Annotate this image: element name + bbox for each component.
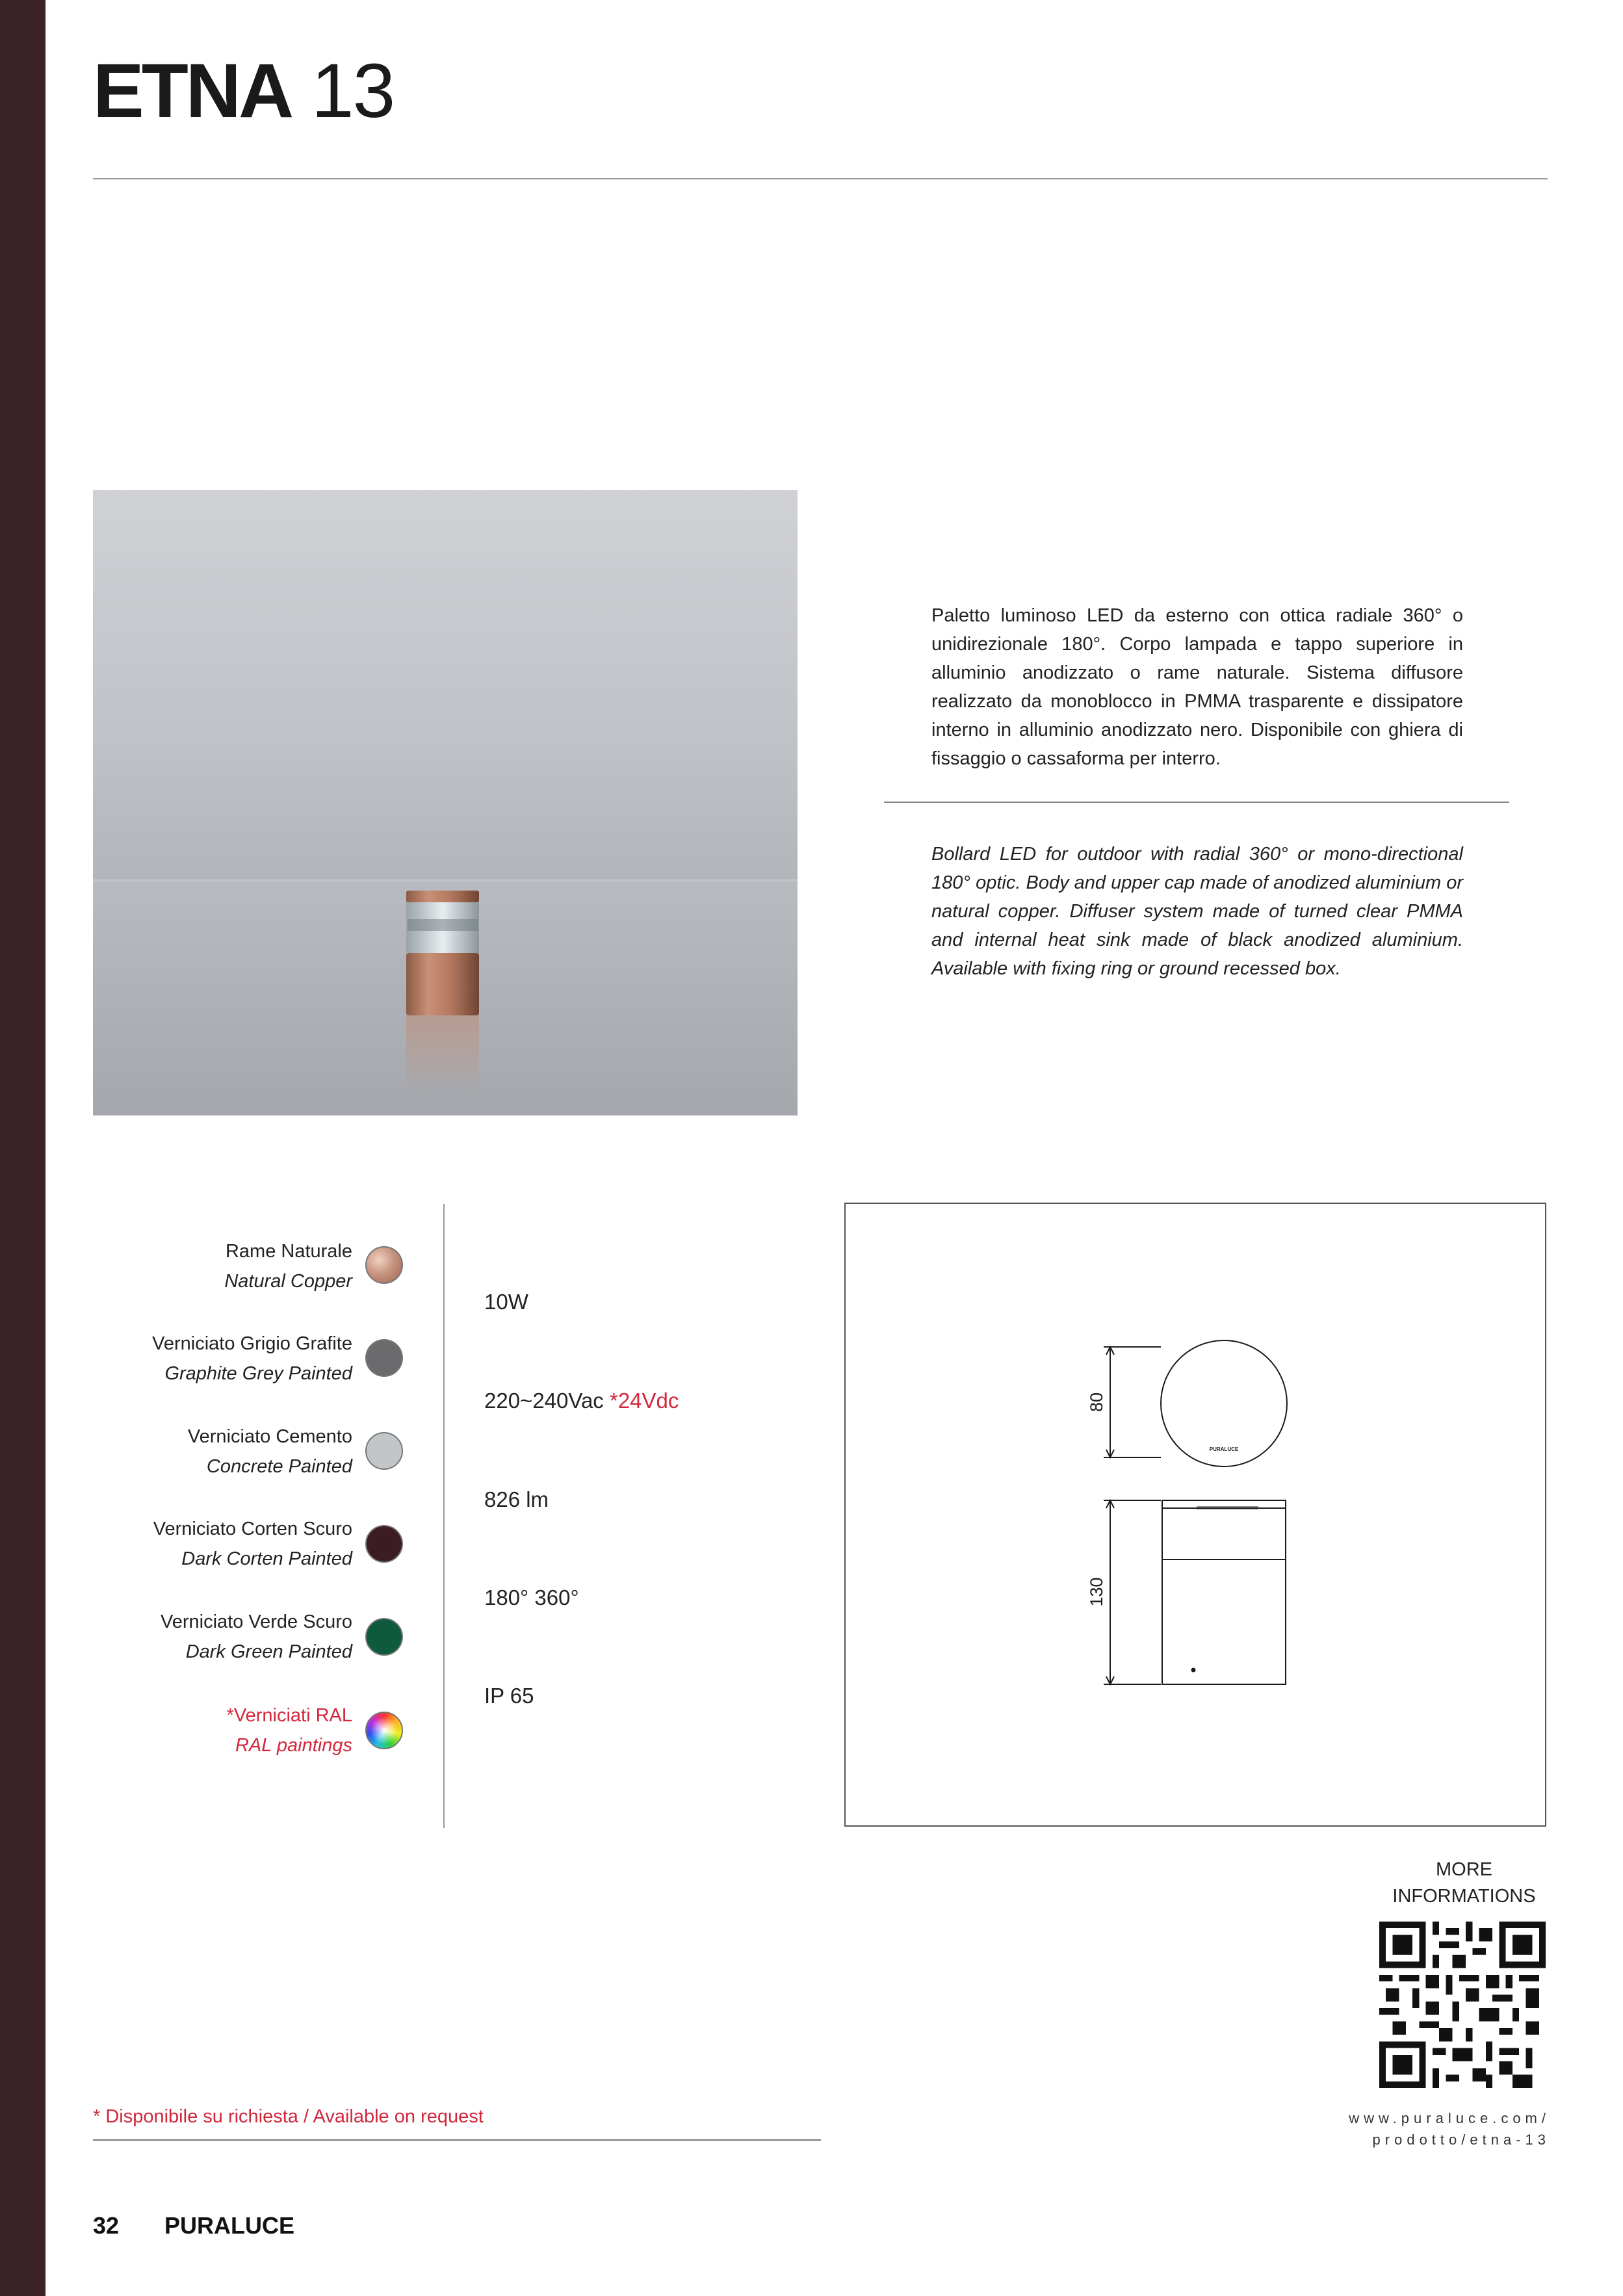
qr-code[interactable]	[1379, 1922, 1546, 2088]
spec-power: 10W	[484, 1290, 528, 1314]
spec-voltage-ac: 220~240Vac	[484, 1389, 604, 1413]
left-color-band	[0, 0, 45, 2296]
description-divider	[884, 802, 1509, 803]
finish-natural-copper	[14, 1236, 352, 1296]
swatch-dark-corten	[365, 1525, 403, 1563]
spec-ip-rating: IP 65	[484, 1684, 534, 1708]
product-photo	[93, 490, 798, 1115]
finish-label-en: Graphite Grey Painted	[164, 1363, 352, 1384]
description-english: Bollard LED for outdoor with radial 360° or mono-directional 180° optic. Body and upper cap made of anodized aluminium or natural copper. Diffuser system made of turned clear PMMA and internal heat sink made of black anodized aluminium. Available with fixing ring or ground recessed box.	[931, 844, 1463, 979]
finish-label-it: Rame Naturale	[225, 1241, 352, 1262]
finish-label-en: Dark Green Painted	[185, 1641, 352, 1662]
finish-concrete	[14, 1422, 352, 1481]
finish-label-en: Concrete Painted	[206, 1456, 352, 1477]
top-divider	[93, 178, 1548, 179]
spec-voltage	[484, 1388, 679, 1414]
swatch-dark-green	[365, 1618, 403, 1656]
finish-ral	[14, 1701, 352, 1760]
footer-brand: PURALUCE	[164, 2212, 295, 2239]
swatch-graphite-grey	[365, 1339, 403, 1377]
finish-dark-corten	[14, 1514, 352, 1574]
title-product-name: ETNA	[93, 48, 292, 134]
spec-voltage-dc: *24Vdc	[609, 1389, 679, 1413]
more-info-line2: INFORMATIONS	[1392, 1886, 1536, 1907]
swatch-natural-copper	[365, 1246, 403, 1284]
finish-label-it: *Verniciati RAL	[226, 1705, 352, 1726]
finish-label-en: RAL paintings	[235, 1735, 352, 1756]
product-url[interactable]	[1339, 2107, 1550, 2150]
more-info-label	[1365, 1857, 1563, 1910]
finish-label-it: Verniciato Grigio Grafite	[152, 1333, 352, 1354]
spec-optics: 180° 360°	[484, 1585, 579, 1610]
finish-label-en: Dark Corten Painted	[181, 1548, 352, 1569]
finish-label-en: Natural Copper	[224, 1271, 352, 1292]
dim-label-top: 80	[1087, 1392, 1106, 1413]
finish-label-it: Verniciato Verde Scuro	[160, 1611, 352, 1632]
product-url-line2: prodotto/etna-13	[1372, 2132, 1550, 2148]
more-info-line1: MORE	[1436, 1859, 1492, 1880]
availability-footnote: * Disponibile su richiesta / Available on request	[93, 2106, 484, 2127]
finish-graphite-grey	[14, 1329, 352, 1389]
page-number: 32	[93, 2212, 120, 2239]
technical-drawing-svg	[846, 1204, 1545, 1825]
finish-label-it: Verniciato Corten Scuro	[153, 1519, 352, 1539]
swatch-concrete	[365, 1432, 403, 1470]
description-italian: Paletto luminoso LED da esterno con ottica radiale 360° o unidirezionale 180°. Corpo lampada e tappo superiore in alluminio anodizzato o rame naturale. Sistema diffusore realizzato da monoblocco in PMMA trasparente e dissipatore interno in alluminio anodizzato nero. Disponibile con ghiera di fissaggio o cassaforma per interro.	[931, 605, 1463, 769]
footnote-divider	[93, 2139, 821, 2141]
product-url-line1: www.puraluce.com/	[1349, 2110, 1550, 2126]
finish-dark-green	[14, 1607, 352, 1667]
title-product-number: 13	[311, 48, 395, 134]
swatch-ral-rainbow	[365, 1712, 403, 1749]
specs-divider	[443, 1204, 445, 1828]
spec-luminous-flux: 826 lm	[484, 1487, 549, 1511]
page-title	[93, 46, 394, 137]
dim-label-side: 130	[1087, 1577, 1106, 1607]
drawing-logo: PURALUCE	[1209, 1446, 1239, 1452]
technical-drawing	[844, 1203, 1546, 1827]
finish-label-it: Verniciato Cemento	[187, 1426, 352, 1447]
side-view-body	[1162, 1500, 1286, 1684]
